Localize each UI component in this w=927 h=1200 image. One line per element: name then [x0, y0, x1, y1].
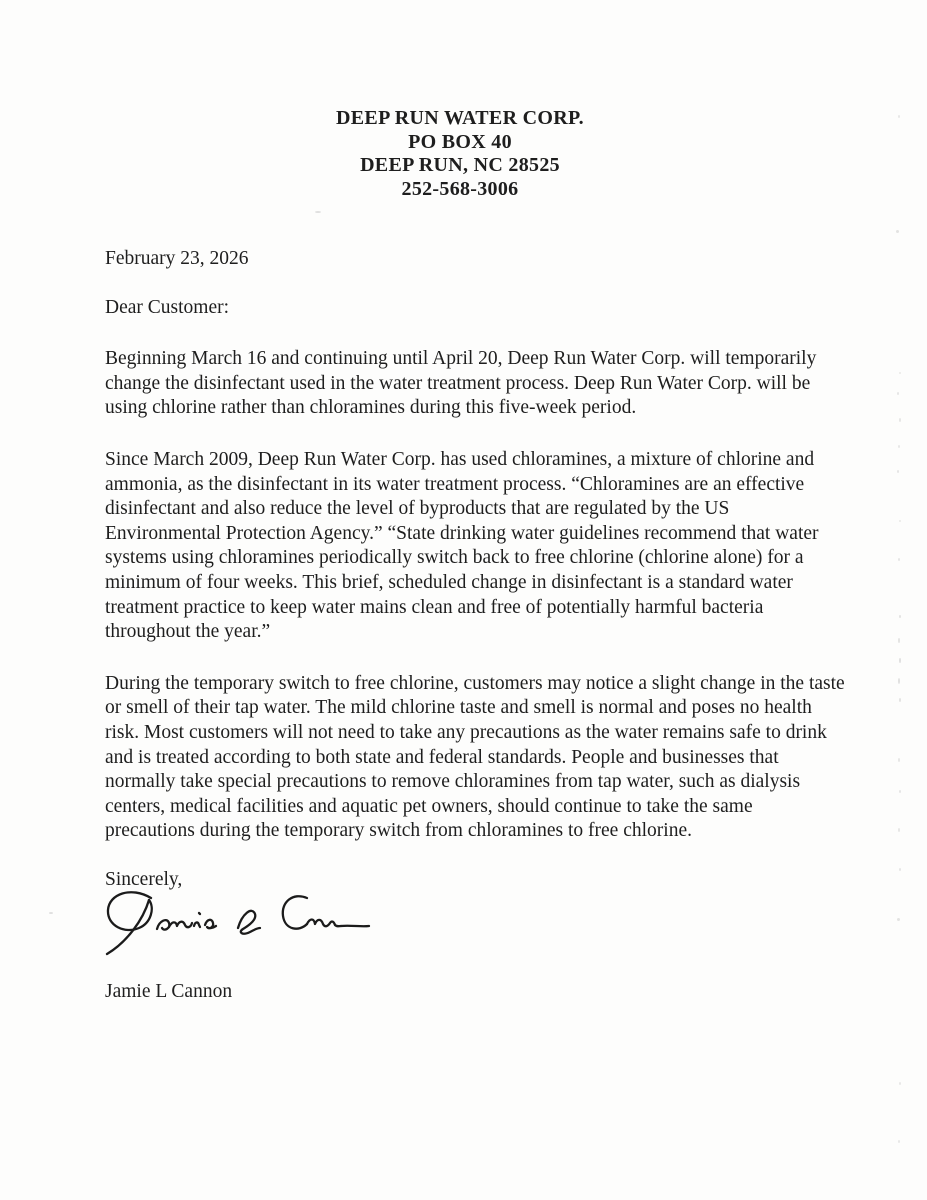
signer-typed-name: Jamie L Cannon — [105, 981, 233, 1003]
scan-speck — [899, 868, 901, 871]
scan-speck — [897, 470, 899, 473]
scan-speck — [896, 230, 899, 233]
scan-speck — [897, 918, 900, 921]
scan-speck — [899, 372, 901, 374]
scan-speck — [898, 828, 900, 832]
scan-speck — [898, 678, 900, 684]
scan-speck — [315, 211, 321, 213]
scan-speck — [897, 392, 899, 395]
paragraph-1: Beginning March 16 and continuing until April 20, Deep Run Water Corp. will temporarily change the disinfectant used in the water treatment process. Deep Run Water Corp. will be using chlorine rather than chloramines during this five-week period. — [105, 348, 817, 419]
scan-speck — [49, 912, 53, 914]
scan-speck — [898, 115, 900, 118]
scan-speck — [898, 558, 900, 561]
scan-speck — [899, 418, 901, 422]
scan-speck — [899, 698, 901, 702]
scan-speck — [899, 1082, 901, 1085]
closing: Sincerely, — [105, 868, 183, 890]
scan-speck — [899, 790, 901, 793]
letterhead-city-state-zip: DEEP RUN, NC 28525 — [360, 154, 560, 176]
scan-speck — [899, 520, 901, 522]
letterhead-po-box: PO BOX 40 — [408, 130, 512, 153]
scan-speck — [899, 615, 901, 618]
scan-speck — [899, 658, 901, 663]
letterhead-phone: 252-568-3006 — [401, 177, 519, 200]
salutation: Dear Customer: — [105, 296, 230, 318]
letter-body — [105, 247, 847, 1005]
scan-speck — [898, 445, 900, 448]
letter-date: February 23, 2026 — [105, 248, 249, 269]
scan-speck — [898, 1140, 900, 1143]
letterhead-company: DEEP RUN WATER CORP. — [336, 107, 584, 129]
letterhead — [0, 107, 920, 201]
scan-speck — [898, 758, 900, 762]
paragraph-2: Since March 2009, Deep Run Water Corp. has used chloramines, a mixture of chlorine and ammonia, as the disinfectant in its water treatment process. “Chloramines are an effective disinfectant and also reduce the level of byproducts that are regulated by the US Environmental Protection Agency.” “State drinking water guidelines recommend that water systems using chloramines periodically switch back to free chlorine (chlorine alone) for a minimum of four weeks. This brief, scheduled change in disinfectant is a standard water treatment practice to keep water mains clean and free of potentially harmful bacteria throughout the year.” — [105, 448, 819, 643]
scan-speck — [898, 638, 900, 643]
handwritten-signature — [101, 882, 373, 956]
paragraph-3: During the temporary switch to free chlorine, customers may notice a slight change in the taste or smell of their tap water. The mild chlorine taste and smell is normal and poses no health risk. Most customers will not need to take any precautions as the water remains safe to drink and is treated according to both state and federal standards. People and businesses that normally take special precautions to remove chloramines from tap water, such as dialysis centers, medical facilities and aquatic pet owners, should continue to take the same precautions during the temporary switch from chloramines to free chlorine. — [105, 672, 845, 842]
